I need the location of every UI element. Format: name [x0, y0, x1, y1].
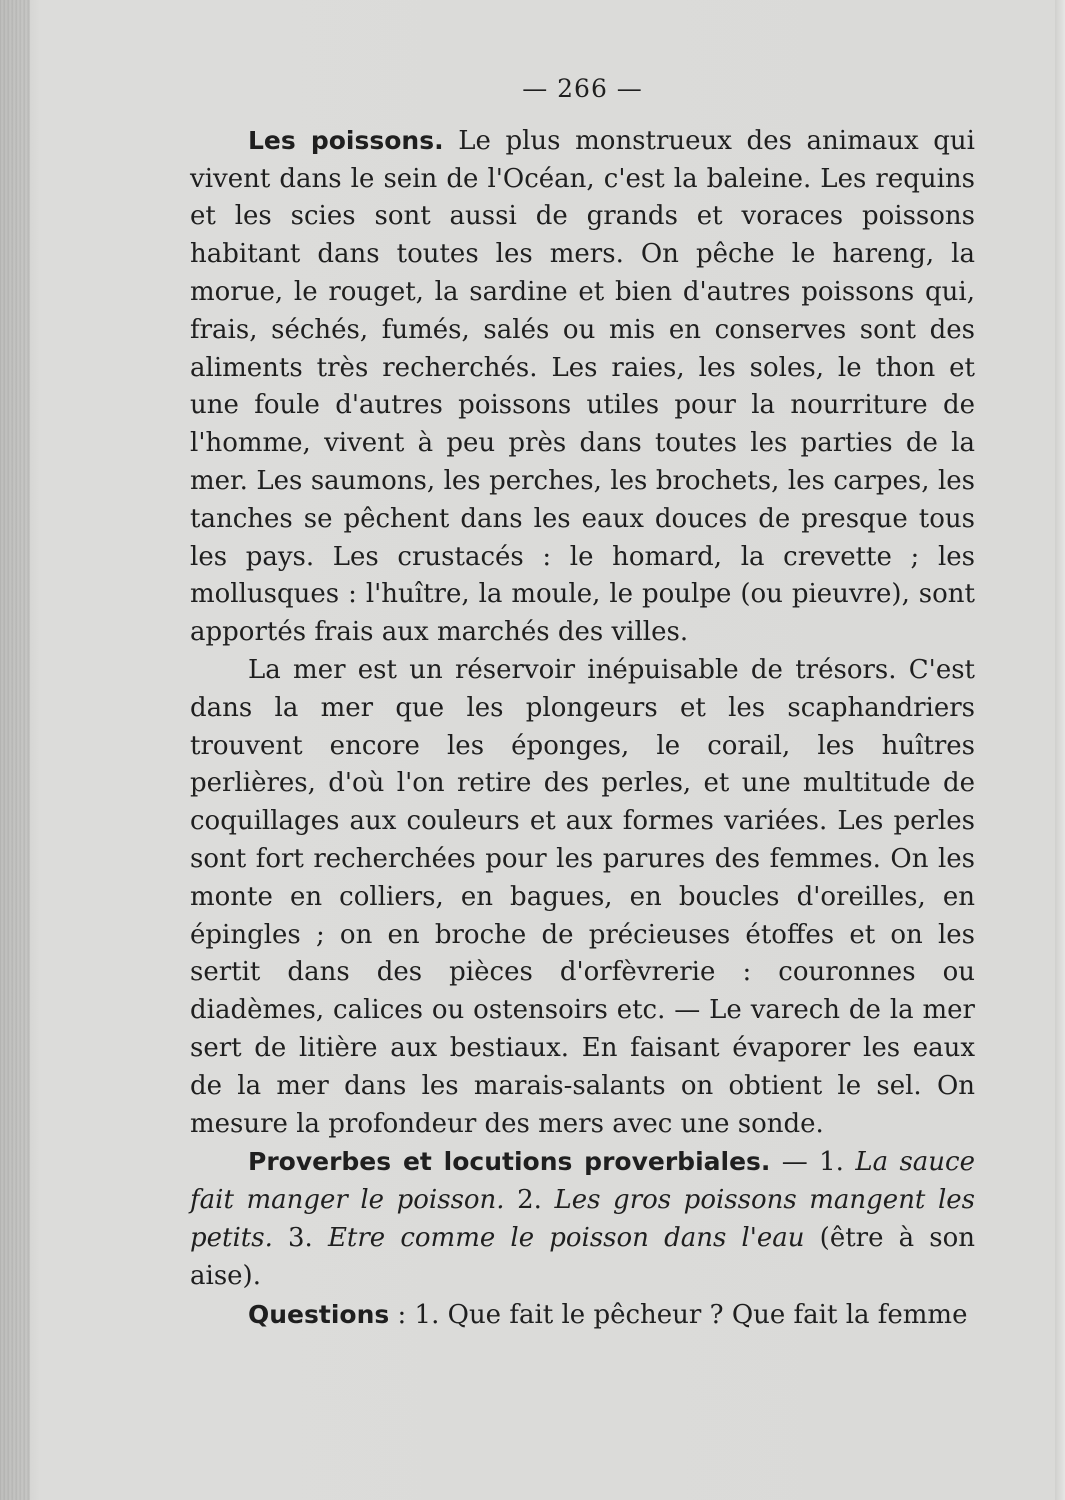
- proverb-3: Etre comme le poisson dans l'eau: [327, 1222, 805, 1253]
- paragraph-proverbes: [190, 1143, 975, 1295]
- page-stack-edge: [0, 0, 30, 1500]
- page-number: — 266 —: [522, 74, 643, 103]
- heading-poissons: Les poissons.: [248, 125, 444, 155]
- heading-questions: Questions: [248, 1299, 390, 1329]
- page-content: [190, 70, 975, 1334]
- paragraph-questions: [190, 1296, 975, 1335]
- proverb-1: La sauce fait manger le poisson.: [190, 1147, 975, 1216]
- page-gutter-edge: [1055, 0, 1065, 1500]
- proverb-number-1: 1.: [819, 1147, 856, 1178]
- proverbes-dash: —: [770, 1147, 820, 1178]
- proverb-number-2: 2.: [504, 1185, 555, 1216]
- proverb-number-3: 3.: [272, 1222, 328, 1253]
- proverb-3-gloss: (être à son aise).: [190, 1222, 975, 1291]
- proverb-2: Les gros poissons mangent les petits.: [190, 1185, 975, 1253]
- text-poissons: Le plus monstrueux des animaux qui vivent dans le sein de l'Océan, c'est la baleine. Les requins et les scies sont aussi de grands et voraces poissons habitant dans toutes les mers. On pêche le hareng, la morue, le rouget, la sardine et bien d'autres poissons qui, frais, séchés, fumés, salés ou mis en conserves sont des aliments très recherchés. Les raies, les soles, le thon et une foule d'autres poissons utiles pour la nourriture de l'homme, vivent à peu près dans toutes les parties de la mer. Les saumons, les perches, les brochets, les carpes, les tanches se pêchent dans les eaux douces de presque tous les pays. Les crustacés : le homard, la crevette ; les mollusques : l'huître, la moule, le poulpe (ou pieuvre), sont apportés frais aux marchés des villes.: [190, 125, 975, 648]
- text-mer: La mer est un réservoir inépuisable de trésors. C'est dans la mer que les plongeurs et les scaphandriers trouvent encore les éponges, le corail, les huîtres perlières, d'où l'on retire des perles, et une multitude de coquillages aux couleurs et aux formes variées. Les perles sont fort recherchées pour les parures des femmes. On les monte en colliers, en bagues, en boucles d'oreilles, en épingles ; on en broche de précieuses étoffes et on les sertit dans des pièces d'orfèvrerie : couronnes ou diadèmes, calices ou ostensoirs etc. — Le varech de la mer sert de litière aux bestiaux. En faisant évaporer les eaux de la mer dans les marais-salants on obtient le sel. On mesure la profondeur des mers avec une sonde.: [190, 654, 975, 1139]
- paragraph-poissons: [190, 122, 975, 652]
- heading-proverbes: Proverbes et locutions proverbiales.: [248, 1147, 771, 1177]
- paragraph-mer: [190, 652, 975, 1143]
- text-questions: : 1. Que fait le pêcheur ? Que fait la femme: [389, 1299, 968, 1330]
